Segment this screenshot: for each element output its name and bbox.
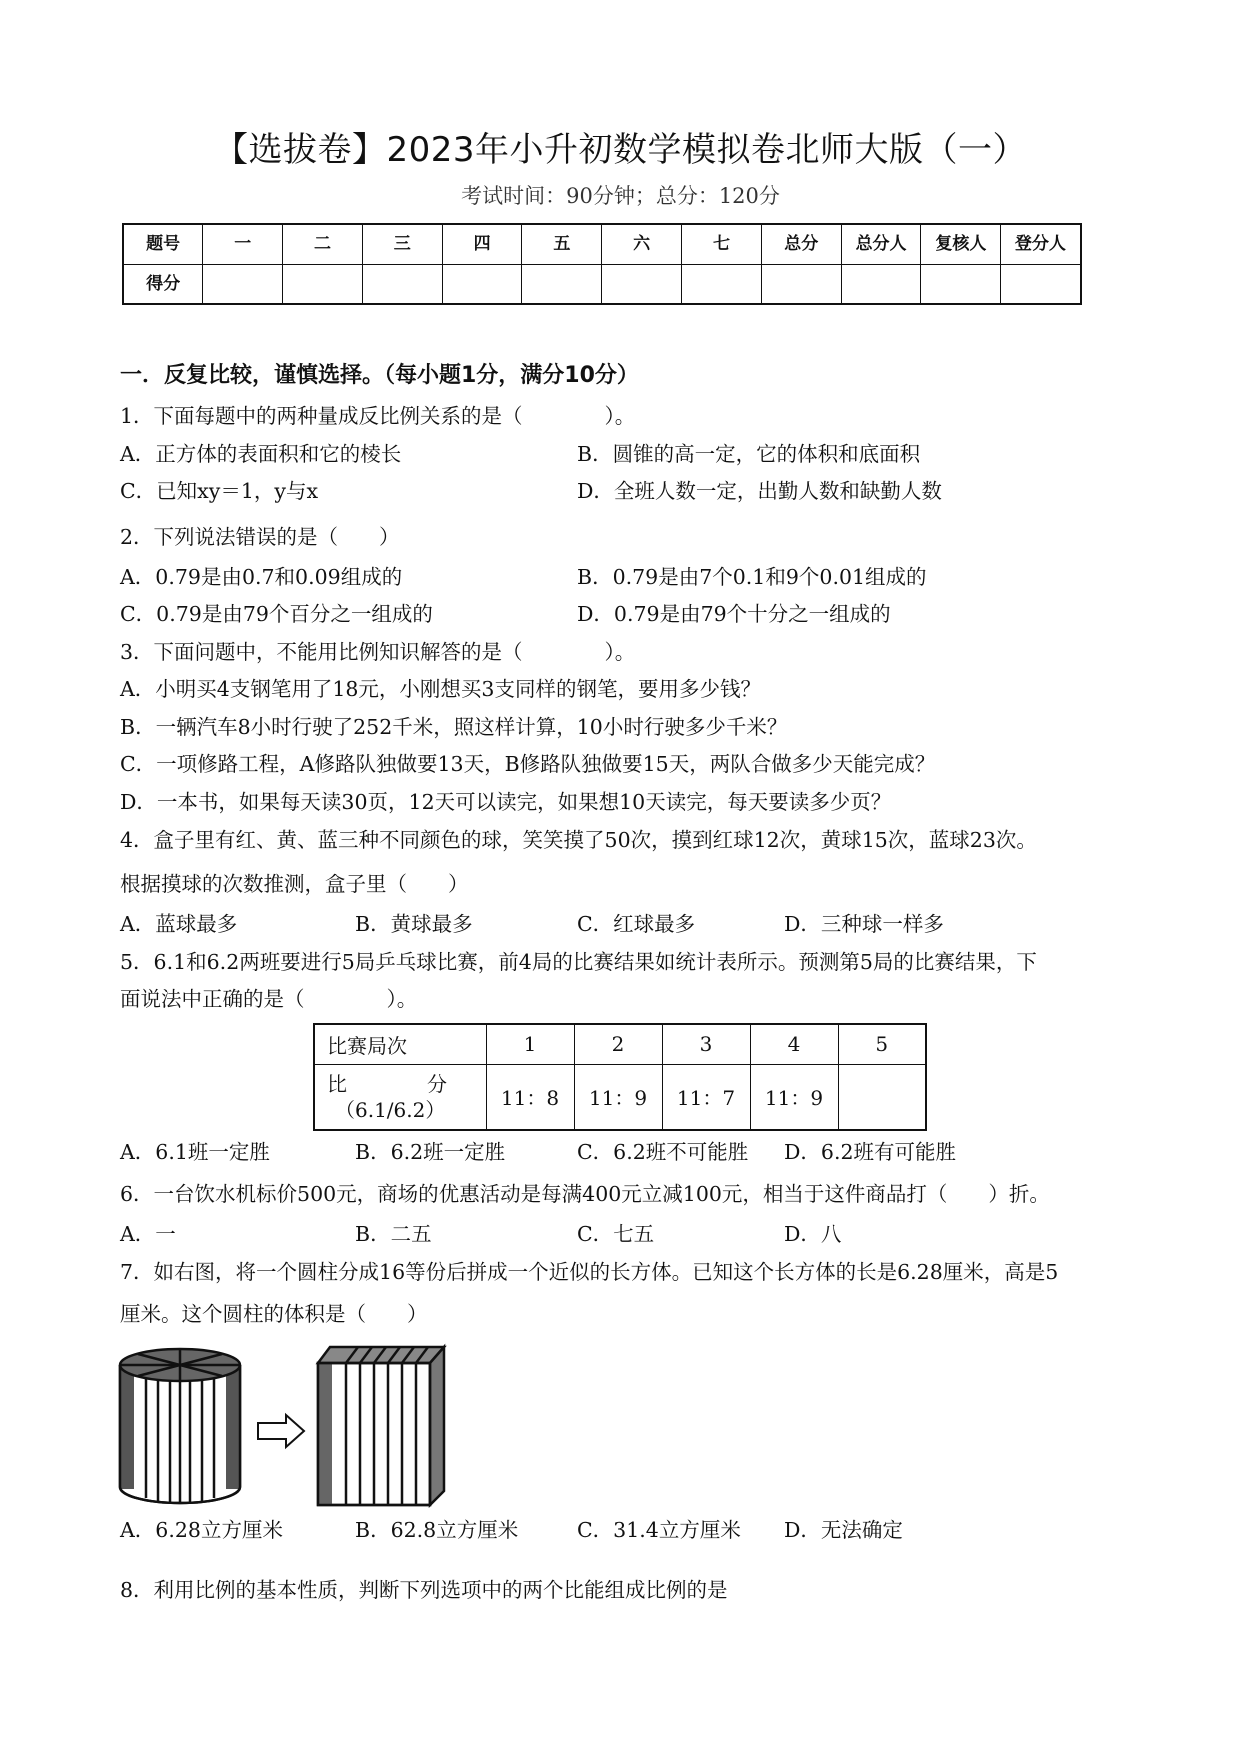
question-stem: 5．6.1和6.2两班要进行5局乒乓球比赛，前4局的比赛结果如统计表所示。预测第5局的比赛结果，下 [120, 950, 1037, 974]
option-a[interactable]: A．0.79是由0.7和0.09组成的 [120, 565, 403, 589]
score-table-score-row [123, 264, 1081, 304]
score-header-cell: 五 [522, 224, 602, 264]
option-b[interactable]: B．二五 [355, 1222, 432, 1246]
match-score: 11：8 [486, 1064, 574, 1130]
match-score [838, 1064, 926, 1130]
option-a[interactable]: A．正方体的表面积和它的棱长 [120, 442, 402, 466]
score-header-cell: 七 [682, 224, 762, 264]
question-stem: 2．下列说法错误的是（ ） [120, 525, 400, 549]
score-cell[interactable] [602, 264, 682, 304]
score-cell[interactable] [283, 264, 363, 304]
match-score: 11：7 [662, 1064, 750, 1130]
match-round: 1 [486, 1024, 574, 1064]
match-score-row [314, 1064, 926, 1130]
score-header-cell: 复核人 [921, 224, 1001, 264]
question-stem: 6．一台饮水机标价500元，商场的优惠活动是每满400元立减100元，相当于这件商品打（ ）折。 [120, 1182, 1050, 1206]
question-stem-cont: 厘米。这个圆柱的体积是（ ） [120, 1302, 428, 1326]
option-c[interactable]: C．七五 [577, 1222, 655, 1246]
score-header-cell: 三 [362, 224, 442, 264]
score-table [122, 223, 1082, 305]
option-d[interactable]: D．全班人数一定，出勤人数和缺勤人数 [577, 479, 942, 503]
arrow-right-icon [258, 1415, 304, 1447]
score-cell[interactable] [841, 264, 921, 304]
option-a[interactable]: A．一 [120, 1222, 176, 1246]
match-round: 5 [838, 1024, 926, 1064]
question-stem-cont: 面说法中正确的是（ ）。 [120, 987, 418, 1011]
question-stem: 3．下面问题中，不能用比例知识解答的是（ ）。 [120, 640, 636, 664]
exam-info: 考试时间：90分钟；总分：120分 [461, 184, 780, 208]
option-d[interactable]: D．三种球一样多 [784, 912, 944, 936]
score-cell[interactable] [442, 264, 522, 304]
score-header-cell: 总分人 [841, 224, 921, 264]
question-stem-cont: 根据摸球的次数推测，盒子里（ ） [120, 872, 469, 896]
question-stem: 7．如右图，将一个圆柱分成16等份后拼成一个近似的长方体。已知这个长方体的长是6.28厘米，高是5 [120, 1260, 1059, 1284]
option-a[interactable]: A．6.1班一定胜 [120, 1140, 270, 1164]
option-d[interactable]: D．0.79是由79个十分之一组成的 [577, 602, 891, 626]
match-score: 11：9 [750, 1064, 838, 1130]
option-c[interactable]: C．一项修路工程，A修路队独做要13天，B修路队独做要15天，两队合做多少天能完成？ [120, 752, 936, 776]
cylinder-to-cuboid-figure [118, 1335, 488, 1515]
option-d[interactable]: D．八 [784, 1222, 842, 1246]
score-cell[interactable] [921, 264, 1001, 304]
match-results-table [313, 1023, 927, 1131]
score-header-cell: 二 [283, 224, 363, 264]
option-b[interactable]: B．62.8立方厘米 [355, 1518, 519, 1542]
option-d[interactable]: D．6.2班有可能胜 [784, 1140, 957, 1164]
option-c[interactable]: C．0.79是由79个百分之一组成的 [120, 602, 433, 626]
option-b[interactable]: B．0.79是由7个0.1和9个0.01组成的 [577, 565, 927, 589]
match-round: 3 [662, 1024, 750, 1064]
question-stem: 1．下面每题中的两种量成反比例关系的是（ ）。 [120, 404, 636, 428]
match-header-row [314, 1024, 926, 1064]
option-a[interactable]: A．蓝球最多 [120, 912, 238, 936]
option-d[interactable]: D．无法确定 [784, 1518, 903, 1542]
score-row-label: 得分 [123, 264, 203, 304]
option-c[interactable]: C．已知xy＝1，y与x [120, 479, 319, 503]
option-d[interactable]: D．一本书，如果每天读30页，12天可以读完，如果想10天读完，每天要读多少页？ [120, 790, 892, 814]
score-label: 比 分 [327, 1071, 447, 1096]
match-round: 2 [574, 1024, 662, 1064]
score-table-header-row [123, 224, 1081, 264]
option-b[interactable]: B．6.2班一定胜 [355, 1140, 506, 1164]
score-header-cell: 六 [602, 224, 682, 264]
score-header-cell: 四 [442, 224, 522, 264]
score-cell[interactable] [682, 264, 762, 304]
match-round: 4 [750, 1024, 838, 1064]
question-stem: 4．盒子里有红、黄、蓝三种不同颜色的球，笑笑摸了50次，摸到红球12次，黄球15次，蓝球23次。 [120, 828, 1037, 852]
option-a[interactable]: A．6.28立方厘米 [120, 1518, 283, 1542]
score-cell[interactable] [522, 264, 602, 304]
score-header-cell: 总分 [761, 224, 841, 264]
score-header-cell: 题号 [123, 224, 203, 264]
score-cell[interactable] [1001, 264, 1081, 304]
match-score: 11：9 [574, 1064, 662, 1130]
question-stem: 8．利用比例的基本性质，判断下列选项中的两个比能组成比例的是 [120, 1578, 728, 1602]
score-header-cell: 一 [203, 224, 283, 264]
score-cell[interactable] [761, 264, 841, 304]
option-b[interactable]: B．黄球最多 [355, 912, 473, 936]
score-cell[interactable] [362, 264, 442, 304]
score-cell[interactable] [203, 264, 283, 304]
option-c[interactable]: C．6.2班不可能胜 [577, 1140, 749, 1164]
option-c[interactable]: C．红球最多 [577, 912, 696, 936]
match-header-label: 比赛局次 [314, 1024, 486, 1064]
cuboid-shape [318, 1347, 444, 1505]
score-label-classes: （6.1/6.2） [335, 1097, 446, 1122]
cylinder-shape [120, 1349, 240, 1503]
option-c[interactable]: C．31.4立方厘米 [577, 1518, 741, 1542]
section-heading: 一．反复比较，谨慎选择。（每小题1分，满分10分） [120, 363, 639, 388]
option-b[interactable]: B．一辆汽车8小时行驶了252千米，照这样计算，10小时行驶多少千米？ [120, 715, 788, 739]
page-title: 【选拔卷】2023年小升初数学模拟卷北师大版（一） [213, 130, 1028, 170]
option-b[interactable]: B．圆锥的高一定，它的体积和底面积 [577, 442, 921, 466]
score-label-cell [314, 1064, 486, 1130]
score-header-cell: 登分人 [1001, 224, 1081, 264]
option-a[interactable]: A．小明买4支钢笔用了18元，小刚想买3支同样的钢笔，要用多少钱？ [120, 677, 761, 701]
